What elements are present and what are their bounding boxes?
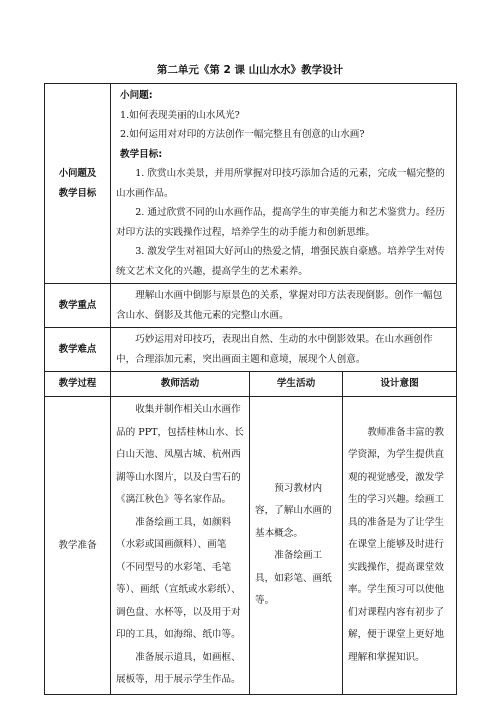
goals-heading: 教学目标: <box>120 148 163 160</box>
key-point-label: 教学重点 <box>45 284 111 328</box>
key-point-row <box>45 284 457 328</box>
question-item: 1.如何表现美丽的山水风光? <box>120 109 240 121</box>
teacher-activity-item: 收集并制作相关山水画作品的 PPT，包括桂林山水、长白山天池、凤凰古城、杭州西湖等山水图片，以及白雪石的《漓江秋色》等名家作品。 <box>116 404 244 505</box>
goal-item: 1. 欣赏山水美景，并用所掌握对印技巧添加合适的元素，完成一幅完整的山水画作品。 <box>116 168 445 199</box>
process-header-row <box>45 372 457 397</box>
question-item: 2.如何运用对对印的方法创作一幅完整且有创意的山水画? <box>120 129 365 140</box>
objectives-label <box>45 84 111 284</box>
header-process: 教学过程 <box>45 372 111 397</box>
difficult-point-row <box>45 328 457 372</box>
questions-heading: 小问题: <box>120 90 153 101</box>
header-student: 学生活动 <box>250 372 343 397</box>
lesson-plan-table <box>44 83 457 695</box>
key-point-text: 理解山水画中倒影与原景色的关系，掌握对印方法表现倒影。创作一幅包含山水、倒影及其他元素的完整山水画。 <box>111 284 457 328</box>
design-intent-cell: 教师准备丰富的教学资源，为学生提供直观的视觉感受，激发学生的学习兴趣。绘画工具的准备是为了让学生在课堂上能够及时进行实践操作，提高课堂效率。学生预习可以使他们对课程内容有初步了解，便于课堂上更好地理解和掌握知识。 <box>343 397 457 695</box>
goal-item: 3. 激发学生对祖国大好河山的热爱之情，增强民族自豪感。培养学生对传统文艺术文化的兴趣，提高学生的艺术素养。 <box>116 246 445 277</box>
objectives-label-line2: 教学目标 <box>58 187 97 199</box>
objectives-row <box>45 84 457 284</box>
teacher-activity-item: 准备展示道具，如画框、展板等，用于展示学生作品。 <box>116 651 241 685</box>
difficult-point-text: 巧妙运用对印技巧，表现出自然、生动的水中倒影效果。在山水画创作中，合理添加元素，突出画面主题和意境，展现个人创意。 <box>111 328 457 372</box>
page-title: 第二单元《第 2 课 山山水水》教学设计 <box>156 64 344 76</box>
teacher-activity-item: 准备绘画工具，如颜料（水彩或国画颜料）、画笔（不同型号的水彩笔、毛笔等）、画纸（宣纸或水彩纸）、调色盘、水杯等，以及用于对印的工具，如海绵、纸巾等。 <box>116 516 241 640</box>
header-intent: 设计意图 <box>343 372 457 397</box>
difficult-point-label: 教学难点 <box>45 328 111 372</box>
teacher-activity-cell <box>111 397 250 695</box>
student-activity-item: 准备绘画工具，如彩笔、画纸等。 <box>255 550 332 607</box>
header-teacher: 教师活动 <box>111 372 250 397</box>
goal-item: 2. 通过欣赏不同的山水画作品，提高学生的审美能力和艺术鉴赏力。经历对印方法的实践操作过程，培养学生的动手能力和创新思维。 <box>116 207 445 238</box>
student-activity-item: 预习教材内容，了解山水画的基本概念。 <box>255 482 332 539</box>
objectives-content <box>111 84 457 284</box>
objectives-label-line1: 小问题及 <box>58 167 97 179</box>
preparation-row <box>45 397 457 695</box>
preparation-label: 教学准备 <box>45 397 111 695</box>
student-activity-cell <box>250 397 343 695</box>
